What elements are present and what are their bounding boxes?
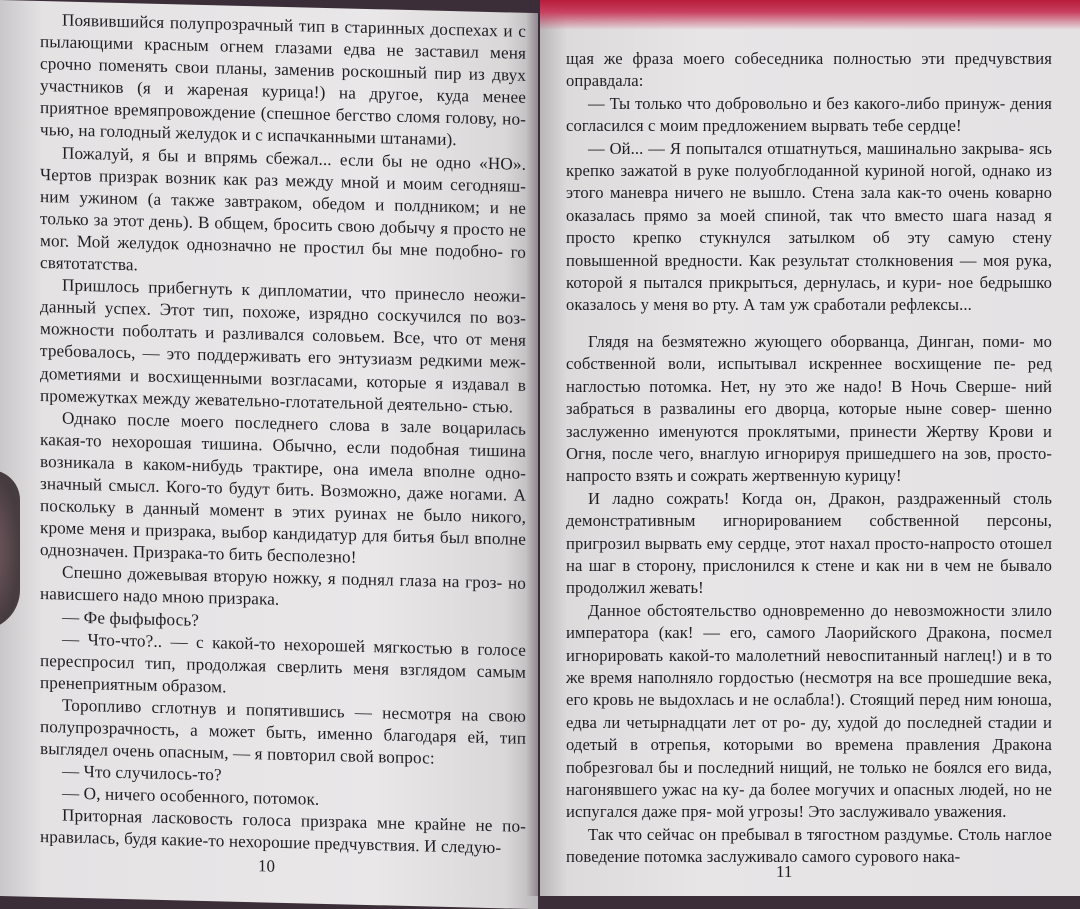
paragraph: Так что сейчас он пребывал в тягостном раздумье. Столь наглое поведение потомка заслуживало самого сурового нака-	[566, 824, 1052, 867]
paragraph: — Ты только что добровольно и без какого-либо принуж- дения согласился с моим предложением вырвать тебе сердце!	[566, 93, 1052, 136]
paragraph: Пришлось прибегнуть к дипломатии, что принесло неожи- данный успех. Этот тип, похоже, изрядно соскучился по воз- можности поболтать и разливался соловьем. Все, что от меня требовалось, — это поддерживать его энтузиазм редкими меж- дометиями и восхищенными возгласами, которые я издавал в промежутках между жевательно-глотательной деятельно- стью.	[40, 275, 526, 417]
paragraph: Приторная ласковость голоса призрака мне крайне не по- нравилась, будя какие-то нехорошие предчувствия. И следую-	[40, 805, 526, 858]
paragraph: Однако после моего последнего слова в зале воцарилась какая-то нехорошая тишина. Обычно, если подобная тишина возникала в каком-нибудь трактире, она имела вполне одно- значный смысл. Кого-то будут бить. Возможно, даже ногами. А поскольку в данный момент в этих руинах не было никого, кроме меня и призрака, выбор кандидатур для битья был вполне однозначен. Призрака-то бить бесполезно!	[40, 408, 526, 567]
paragraph: щая же фраза моего собеседника полностью эти предчувствия оправдала:	[566, 49, 1052, 91]
paragraph: Данное обстоятельство одновременно до невозможности злило императора (как! — его, самого Лаорийского Дракона, посмел игнорировать какой-то малолетний невоспитанный наглец!) и в то же время наполняло гордостью (несмотря на все прошедшие века, его кровь не выдохлась и не ослабла!). Стоящий перед ним юноша, едва ли четырнадцати лет от ро- ду, худой до последней стадии и одетый в отрепья, которыми во времена правления Дракона побрезговал бы и последний нищий, не только не боялся его вида, нагонявшего ужас на ку- да более могучих и опасных людей, но не испугался даже пря- мой угрозы! Это заслуживало уважения.	[566, 600, 1052, 822]
paragraph: — Фе фыфыфось?	[62, 607, 200, 630]
paragraph: Появившийся полупрозрачный тип в старинных доспехах и с пылающими красным огнем глазами едва не заставил меня срочно поменять свои планы, заменив роскошный пир из двух участников (я и жареная курица!) на другое, куда менее приятное времяпровождение (спешное бегство сломя голову, но- чью, на голодный желудок и с испачканными штанами).	[40, 10, 526, 150]
right-page	[540, 0, 1080, 896]
page-number: 11	[776, 862, 793, 881]
paragraph: — Что случилось-то?	[62, 761, 222, 785]
paragraph: Пожалуй, я бы и впрямь сбежал... если бы не одно «НО». Чертов призрак возник как раз между мной и моим сегодняш- ним ужином (а также завтраком, обедом и полдником; и не только за этот день). В общем, бросить свою добычу я просто не мог. Мой желудок однозначно не простил бы мне подобно- го святотатства.	[40, 143, 526, 275]
paragraph: И ладно сожрать! Когда он, Дракон, раздраженный столь демонстративным игнорированием собственной персоны, пригрозил вырвать ему сердце, этот нахал просто-напросто отошел на шаг в сторону, прислонился к стене и как ни в чем не бывало продолжил жевать!	[566, 488, 1052, 598]
paragraph: — Ой... — Я попытался отшатнуться, машинально закрыва- ясь крепко зажатой в руке полуобглоданной куриной ногой, однако из этого маневра ничего не вышло. Стена зала как-то очень коварно оказалась прямо за моей спиной, так что вместо шага назад я просто крепко стукнулся затылком об эту самую стену повышенной вредности. Как результат столкновения — моя рука, которой я пытался прикрыться, дернулась, и кури- ное бедрышко оказалось у меня во рту. А там уж сработали рефлексы...	[566, 138, 1052, 315]
page-number: 10	[258, 856, 275, 876]
paragraph: Спешно дожевывая вторую ножку, я поднял глаза на гроз- но нависшего надо мною призрака.	[40, 562, 526, 610]
paragraph: Торопливо сглотнув и попятившись — несмотря на свою полупрозрачность, а может быть, именно благодаря ей, тип выглядел очень опасным, — я повторил свой вопрос:	[40, 695, 526, 768]
cover-edge	[540, 0, 1080, 30]
left-page	[0, 0, 538, 909]
paragraph: — Что-что?.. — с какой-то нехорошей мягкостью в голосе переспросил тип, продолжая сверлить меня взглядом самым пренеприятным образом.	[40, 629, 526, 697]
paragraph: Глядя на безмятежно жующего оборванца, Динган, поми- мо собственной воли, испытывал искреннее восхищение пе- ред наглостью потомка. Нет, ну это же надо! В Ночь Сверше- ний забраться в развалины его дворца, которые ныне совер- шенно заслуженно именуются проклятыми, принести Жертву Крови и Огня, после чего, внаглую игнорируя пришедшего на зов, просто-напросто взять и сожрать жертвенную курицу!	[566, 331, 1052, 486]
paragraph: — О, ничего особенного, потомок.	[62, 783, 320, 810]
